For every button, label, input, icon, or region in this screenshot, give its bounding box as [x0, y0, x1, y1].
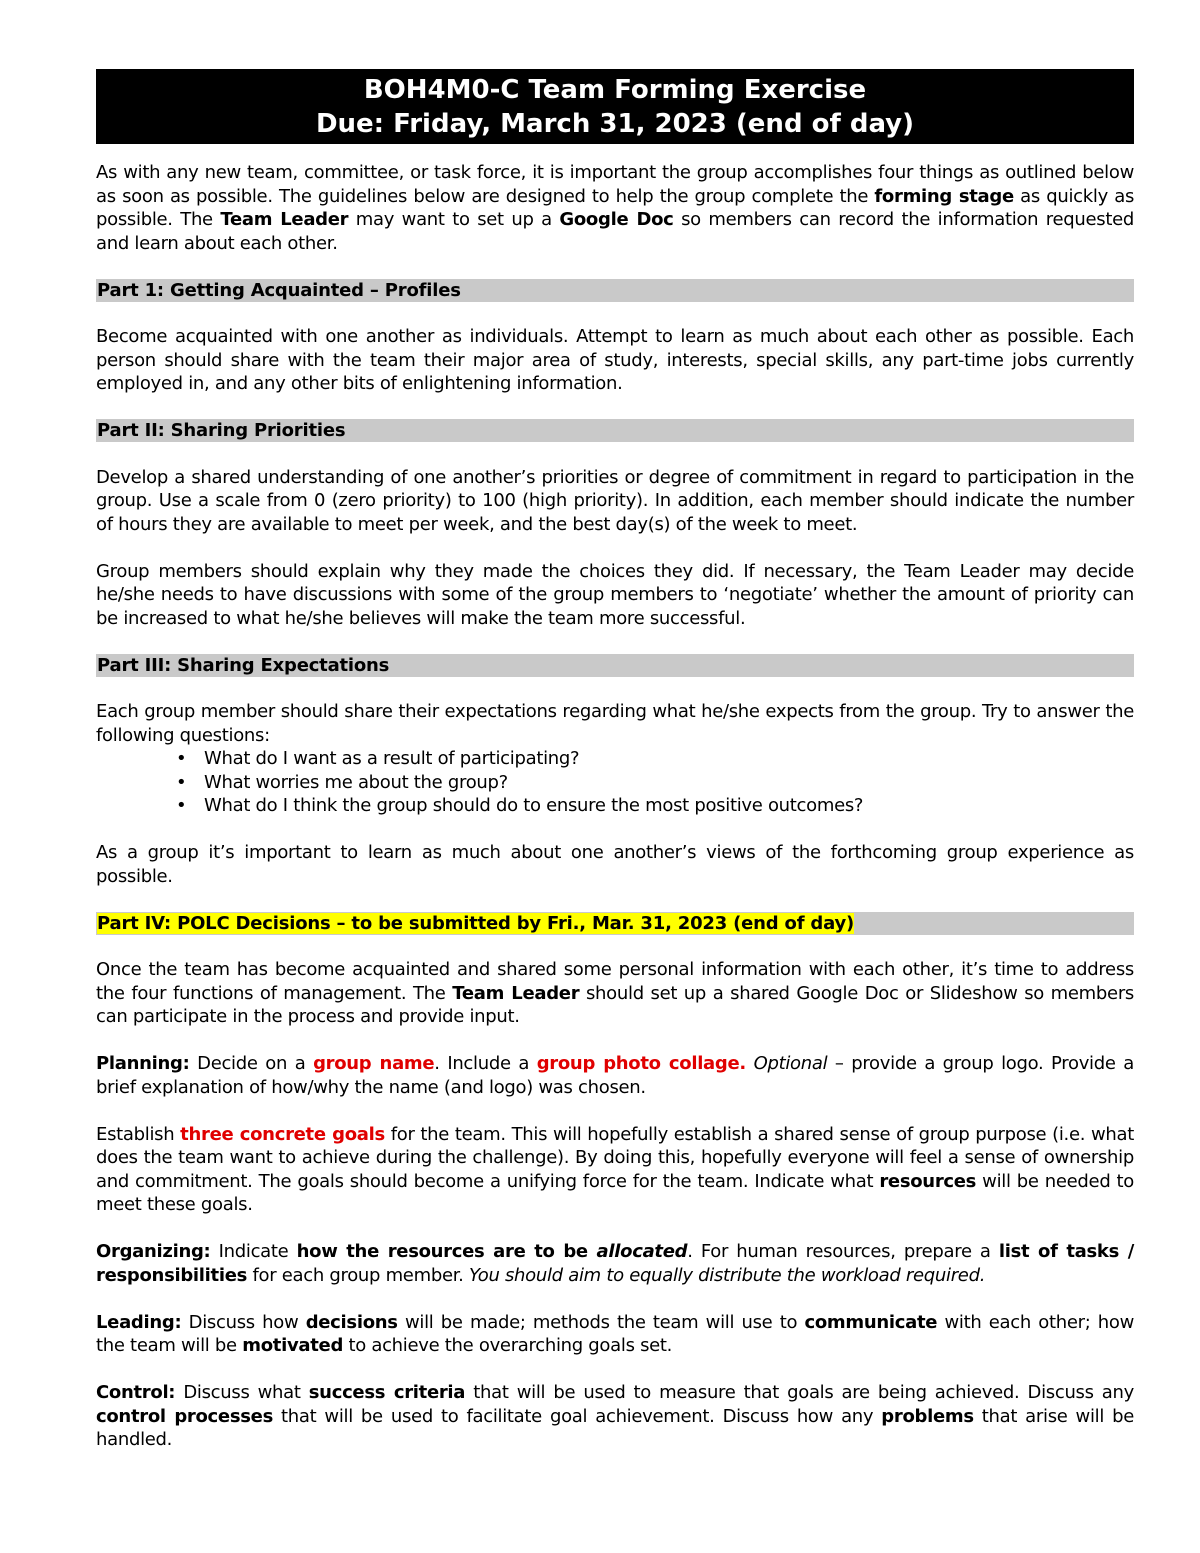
part3-body-2: As a group it’s important to learn as much about one another’s views of the forthcoming group experience as possible. [96, 842, 1134, 887]
control-label: Control: [96, 1382, 176, 1403]
part2-body-2: Group members should explain why they made the choices they did. If necessary, the Team Leader may decide he/she needs to have discussions with some of the group members to ‘negotiate’ whether the amount of priority can be increased to what he/she believes will make the team more successful. [96, 560, 1134, 629]
part3-heading: Part III: Sharing Expectations [96, 654, 1134, 677]
organizing-paragraph: Organizing: Indicate how the resources are to be allocated. For human resources, prepare a list of tasks / responsibilities for each group member. You should aim to equally distribute the workload required. [96, 1241, 1134, 1286]
list-item: • What do I want as a result of participating? [176, 747, 1134, 771]
list-item: • What worries me about the group? [176, 771, 1134, 795]
part4-heading [96, 912, 1134, 935]
organizing-label: Organizing: [96, 1241, 211, 1262]
goals-paragraph: Establish three concrete goals for the team. This will hopefully establish a shared sense of group purpose (i.e. what does the team want to achieve during the challenge). By doing this, hopefully everyone will feel a sense of ownership and commitment. The goals should become a unifying force for the team. Indicate what resources will be needed to meet these goals. [96, 1123, 1135, 1215]
list-item: • What do I think the group should do to ensure the most positive outcomes? [176, 794, 1134, 818]
part1-body: Become acquainted with one another as individuals. Attempt to learn as much about each other as possible. Each person should share with the team their major area of study, interests, special skills, any part-time jobs currently employed in, and any other bits of enlightening information. [96, 326, 1134, 394]
planning-label: Planning: [96, 1053, 190, 1074]
leading-label: Leading: [96, 1311, 182, 1333]
due-date: Due: Friday, March 31, 2023 (end of day) [315, 109, 915, 139]
part2-body-1: Develop a shared understanding of one another’s priorities or degree of commitment in regard to participation in the group. Use a scale from 0 (zero priority) to 100 (high priority). In addition, each member should indicate the number of hours they are available to meet per week, and the best day(s) of the week to meet. [96, 466, 1134, 535]
part4-intro: Once the team has become acquainted and shared some personal information with each other, it’s time to address the four functions of management. The Team Leader should set up a shared Google Doc or Slideshow so members can participate in the process and provide input. [96, 959, 1134, 1027]
part4-heading-text: Part IV: POLC Decisions – to be submitted by Fri., Mar. 31, 2023 (end of day) [97, 912, 855, 934]
document-page [96, 69, 1134, 1452]
part2-heading: Part II: Sharing Priorities [96, 419, 1134, 442]
title-banner [96, 69, 1134, 144]
intro-paragraph: As with any new team, committee, or task force, it is important the group accomplishes four things as outlined below as soon as possible. The guidelines below are designed to help the group complete the forming stage as quickly as possible. The Team Leader may want to set up a Google Doc so members can record the information requested and learn about each other. [96, 162, 1135, 254]
leading-paragraph: Leading: Discuss how decisions will be made; methods the team will use to communicate with each other; how the team will be motivated to achieve the overarching goals set. [96, 1311, 1134, 1356]
document-title: BOH4M0-C Team Forming Exercise [363, 75, 867, 105]
part1-heading: Part 1: Getting Acquainted – Profiles [96, 279, 1134, 302]
expectations-list [96, 747, 1134, 818]
part3-body-1: Each group member should share their expectations regarding what he/she expects from the group. Try to answer the following questions: [96, 701, 1134, 746]
control-paragraph: Control: Discuss what success criteria that will be used to measure that goals are being achieved. Discuss any control processes that will be used to facilitate goal achievement. Discuss how any problems that arise will be handled. [96, 1382, 1135, 1450]
planning-paragraph: Planning: Decide on a group name. Include a group photo collage. Optional – provide a group logo. Provide a brief explanation of how/why the name (and logo) was chosen. [96, 1053, 1134, 1098]
